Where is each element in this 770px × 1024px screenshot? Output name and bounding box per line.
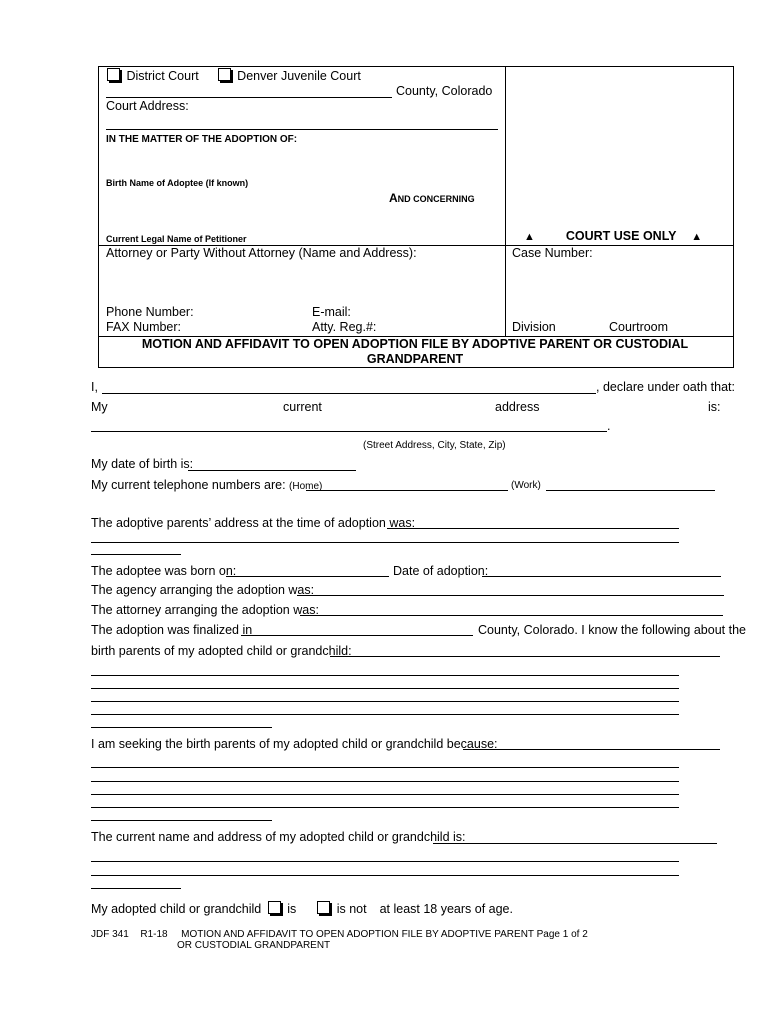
form-title-line1: MOTION AND AFFIDAVIT TO OPEN ADOPTION FILE BY ADOPTIVE PARENT OR CUSTODIAL <box>141 337 689 351</box>
form-title-line2: GRANDPARENT <box>366 352 464 366</box>
footer-line1 <box>91 929 588 940</box>
atty-reg-label: Atty. Reg.#: <box>312 320 377 334</box>
footer-title-line1: MOTION AND AFFIDAVIT TO OPEN ADOPTION FILE BY ADOPTIVE PARENT <box>181 929 534 940</box>
finalized-label: The adoption was finalized in <box>91 623 253 637</box>
home-hint: (Home) <box>289 481 323 492</box>
attorney-label: Attorney or Party Without Attorney (Name and Address): <box>106 246 417 260</box>
seeking-label: I am seeking the birth parents of my adopted child or grandchild because: <box>91 737 498 751</box>
current-name-blank-2[interactable] <box>91 861 679 862</box>
seeking-blank-3[interactable] <box>91 781 679 782</box>
email-label: E-mail: <box>312 305 351 319</box>
birth-parents-blank-2[interactable] <box>91 675 679 676</box>
current-name-blank-3[interactable] <box>91 875 679 876</box>
age-is-checkbox[interactable] <box>268 901 281 914</box>
footer-revision: R1-18 <box>140 929 168 940</box>
court-use-only <box>524 229 702 243</box>
attorney-arranging-blank[interactable] <box>300 615 723 616</box>
age-prefix: My adopted child or grandchild <box>91 902 262 916</box>
declare-suffix: , declare under oath that: <box>596 380 735 394</box>
denver-juvenile-court-label: Denver Juvenile Court <box>237 69 361 83</box>
birth-parents-blank-6[interactable] <box>91 727 272 728</box>
date-adoption-blank[interactable] <box>482 576 721 577</box>
seeking-blank-5[interactable] <box>91 807 679 808</box>
seeking-blank-2[interactable] <box>91 767 679 768</box>
address-word-my: My <box>91 400 108 414</box>
address-hint: (Street Address, City, State, Zip) <box>363 440 506 451</box>
attorney-arranging-label: The attorney arranging the adoption was: <box>91 603 319 617</box>
birth-parents-label: birth parents of my adopted child or grandchild: <box>91 644 352 658</box>
declarant-name-blank[interactable] <box>102 393 596 394</box>
footer-title-line2: OR CUSTODIAL GRANDPARENT <box>177 940 331 951</box>
matter-heading: IN THE MATTER OF THE ADOPTION OF: <box>106 134 298 145</box>
and-concerning-rest: ND CONCERNING <box>397 194 475 204</box>
fax-label: FAX Number: <box>106 320 182 334</box>
work-phone-blank[interactable] <box>546 490 715 491</box>
up-arrow-icon: ▲ <box>524 231 535 243</box>
courtroom-label: Courtroom <box>609 320 669 334</box>
current-address-blank[interactable] <box>91 431 607 432</box>
age-is-label: is <box>287 902 297 916</box>
footer-form-number: JDF 341 <box>91 929 129 940</box>
birth-parents-blank-1[interactable] <box>330 656 720 657</box>
address-word-current: current <box>283 400 322 414</box>
dob-label: My date of birth is: <box>91 457 194 471</box>
division-label: Division <box>512 320 556 334</box>
and-concerning-initial: A <box>389 191 398 205</box>
home-phone-blank[interactable] <box>306 490 508 491</box>
address-period: . <box>607 419 611 433</box>
age-suffix: at least 18 years of age. <box>379 902 513 916</box>
birth-parents-blank-5[interactable] <box>91 714 679 715</box>
finalized-suffix: County, Colorado. I know the following about the <box>478 623 746 637</box>
current-name-label: The current name and address of my adopted child or grandchild is: <box>91 830 466 844</box>
born-on-blank[interactable] <box>226 576 389 577</box>
court-use-only-label: COURT USE ONLY <box>565 229 677 243</box>
county-suffix: County, Colorado <box>396 84 493 98</box>
adoptive-address-blank-2[interactable] <box>91 542 679 543</box>
petitioner-label: Current Legal Name of Petitioner <box>106 234 247 244</box>
born-on-label: The adoptee was born on: <box>91 564 237 578</box>
adoptive-address-blank-3[interactable] <box>91 554 181 555</box>
up-arrow-icon: ▲ <box>691 231 703 243</box>
court-address-blank[interactable] <box>106 129 498 130</box>
court-address-label: Court Address: <box>106 99 189 113</box>
seeking-blank-1[interactable] <box>463 749 720 750</box>
birth-parents-blank-3[interactable] <box>91 688 679 689</box>
district-court-label: District Court <box>126 69 199 83</box>
dob-blank[interactable] <box>188 470 356 471</box>
district-court-checkbox[interactable] <box>107 68 120 81</box>
caption-divider <box>505 66 506 336</box>
adoptive-address-label: The adoptive parents’ address at the time of adoption was: <box>91 516 416 530</box>
denver-juvenile-court-checkbox[interactable] <box>218 68 231 81</box>
work-hint: (Work) <box>511 480 541 491</box>
address-word-is: is: <box>708 400 721 414</box>
finalized-county-blank[interactable] <box>241 635 473 636</box>
and-concerning <box>389 189 475 207</box>
age-is-not-checkbox[interactable] <box>317 901 330 914</box>
birth-name-label: Birth Name of Adoptee (If known) <box>106 178 249 188</box>
county-blank[interactable] <box>106 97 392 98</box>
phones-label <box>91 478 322 492</box>
age-is-not-label: is not <box>336 902 367 916</box>
date-adoption-label: Date of adoption: <box>393 564 489 578</box>
footer-page: Page 1 of 2 <box>536 929 588 940</box>
court-type-row <box>107 68 361 83</box>
phones-label-text: My current telephone numbers are: <box>91 478 286 492</box>
birth-parents-blank-4[interactable] <box>91 701 679 702</box>
address-word-address: address <box>495 400 540 414</box>
phone-label: Phone Number: <box>106 305 194 319</box>
agency-blank[interactable] <box>297 595 724 596</box>
seeking-blank-4[interactable] <box>91 794 679 795</box>
current-name-blank-1[interactable] <box>433 843 717 844</box>
current-name-blank-4[interactable] <box>91 888 181 889</box>
adoptive-address-blank-1[interactable] <box>387 528 679 529</box>
age-row <box>91 901 513 916</box>
agency-label: The agency arranging the adoption was: <box>91 583 315 597</box>
declare-prefix: I, <box>91 380 98 394</box>
seeking-blank-6[interactable] <box>91 820 272 821</box>
case-number-label: Case Number: <box>512 246 593 260</box>
